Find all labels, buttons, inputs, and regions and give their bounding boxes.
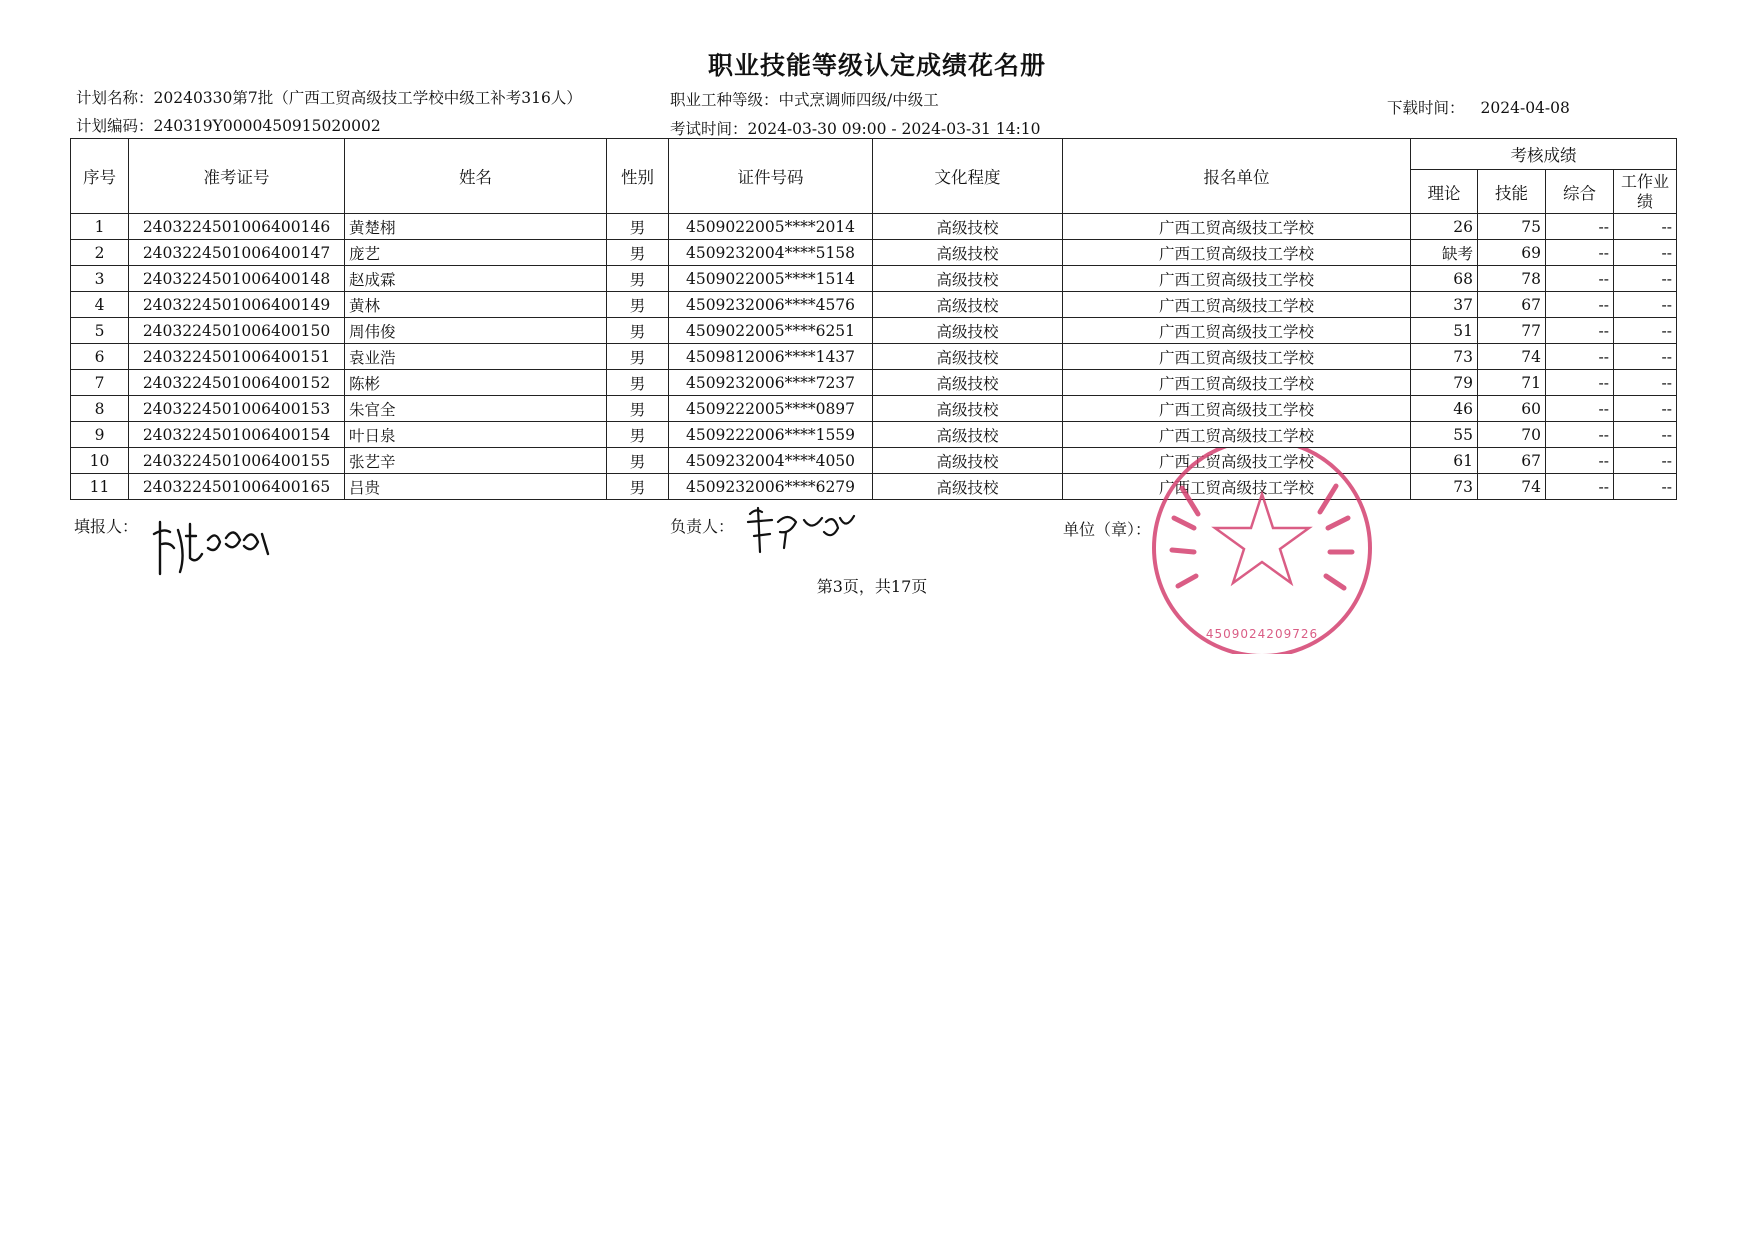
cell-theory: 46: [1411, 396, 1478, 422]
cell-id: 4509232004****4050: [669, 448, 873, 474]
cell-theory: 55: [1411, 422, 1478, 448]
table-row: [71, 344, 1677, 370]
cell-overall: --: [1546, 214, 1614, 240]
header-education: 文化程度: [873, 139, 1063, 214]
cell-ticket: 2403224501006400148: [129, 266, 345, 292]
cell-overall: --: [1546, 292, 1614, 318]
cell-name: 黄楚栩: [345, 214, 607, 240]
cell-ticket: 2403224501006400149: [129, 292, 345, 318]
cell-skill: 74: [1478, 344, 1546, 370]
cell-id: 4509812006****1437: [669, 344, 873, 370]
cell-overall: --: [1546, 474, 1614, 500]
cell-id: 4509232006****7237: [669, 370, 873, 396]
cell-name: 叶日泉: [345, 422, 607, 448]
plan-code: 计划编码：240319Y0000450915020002: [76, 117, 381, 135]
cell-seq: 5: [71, 318, 129, 344]
responsible-label: 负责人：: [670, 517, 735, 536]
cell-theory: 73: [1411, 474, 1478, 500]
cell-education: 高级技校: [873, 422, 1063, 448]
table-row: [71, 266, 1677, 292]
cell-theory: 68: [1411, 266, 1478, 292]
cell-seq: 10: [71, 448, 129, 474]
header-work: 工作业绩: [1614, 170, 1677, 214]
cell-unit: 广西工贸高级技工学校: [1063, 266, 1411, 292]
cell-education: 高级技校: [873, 266, 1063, 292]
filler-signature: [150, 514, 280, 580]
cell-id: 4509022005****2014: [669, 214, 873, 240]
cell-gender: 男: [607, 214, 669, 240]
cell-seq: 8: [71, 396, 129, 422]
header-theory: 理论: [1411, 170, 1478, 214]
cell-name: 吕贵: [345, 474, 607, 500]
cell-ticket: 2403224501006400153: [129, 396, 345, 422]
cell-ticket: 2403224501006400151: [129, 344, 345, 370]
cell-ticket: 2403224501006400152: [129, 370, 345, 396]
cell-overall: --: [1546, 370, 1614, 396]
cell-unit: 广西工贸高级技工学校: [1063, 318, 1411, 344]
cell-seq: 2: [71, 240, 129, 266]
cell-gender: 男: [607, 292, 669, 318]
cell-skill: 67: [1478, 292, 1546, 318]
cell-name: 陈彬: [345, 370, 607, 396]
cell-gender: 男: [607, 318, 669, 344]
cell-work: --: [1614, 292, 1677, 318]
cell-name: 庞艺: [345, 240, 607, 266]
cell-seq: 9: [71, 422, 129, 448]
cell-work: --: [1614, 474, 1677, 500]
cell-unit: 广西工贸高级技工学校: [1063, 370, 1411, 396]
cell-ticket: 2403224501006400146: [129, 214, 345, 240]
cell-seq: 1: [71, 214, 129, 240]
cell-ticket: 2403224501006400150: [129, 318, 345, 344]
cell-overall: --: [1546, 448, 1614, 474]
header-name: 姓名: [345, 139, 607, 214]
filler-label: 填报人：: [74, 517, 139, 536]
cell-skill: 78: [1478, 266, 1546, 292]
cell-work: --: [1614, 266, 1677, 292]
cell-education: 高级技校: [873, 292, 1063, 318]
cell-seq: 3: [71, 266, 129, 292]
table-row: [71, 214, 1677, 240]
job-level: 职业工种等级：中式烹调师四级/中级工: [670, 91, 939, 109]
cell-unit: 广西工贸高级技工学校: [1063, 240, 1411, 266]
cell-overall: --: [1546, 344, 1614, 370]
cell-gender: 男: [607, 474, 669, 500]
cell-ticket: 2403224501006400147: [129, 240, 345, 266]
page-title: 职业技能等级认定成绩花名册: [707, 51, 1046, 80]
cell-work: --: [1614, 422, 1677, 448]
header-skill: 技能: [1478, 170, 1546, 214]
unit-seal-label: 单位（章）：: [1063, 520, 1152, 539]
cell-name: 周伟俊: [345, 318, 607, 344]
header-unit: 报名单位: [1063, 139, 1411, 214]
cell-work: --: [1614, 240, 1677, 266]
cell-work: --: [1614, 344, 1677, 370]
cell-skill: 70: [1478, 422, 1546, 448]
cell-gender: 男: [607, 344, 669, 370]
page-number: 第3页，共17页: [816, 577, 928, 596]
cell-gender: 男: [607, 266, 669, 292]
cell-id: 4509232006****4576: [669, 292, 873, 318]
cell-unit: 广西工贸高级技工学校: [1063, 396, 1411, 422]
cell-work: --: [1614, 214, 1677, 240]
cell-unit: 广西工贸高级技工学校: [1063, 214, 1411, 240]
cell-overall: --: [1546, 396, 1614, 422]
cell-gender: 男: [607, 396, 669, 422]
header-gender: 性别: [607, 139, 669, 214]
cell-education: 高级技校: [873, 396, 1063, 422]
table-row: [71, 318, 1677, 344]
cell-skill: 60: [1478, 396, 1546, 422]
cell-id: 4509222006****1559: [669, 422, 873, 448]
cell-theory: 73: [1411, 344, 1478, 370]
plan-name: 计划名称：20240330第7批（广西工贸高级技工学校中级工补考316人）: [76, 89, 582, 107]
header-ticket: 准考证号: [129, 139, 345, 214]
cell-ticket: 2403224501006400165: [129, 474, 345, 500]
cell-id: 4509232004****5158: [669, 240, 873, 266]
cell-theory: 61: [1411, 448, 1478, 474]
cell-education: 高级技校: [873, 474, 1063, 500]
cell-id: 4509022005****6251: [669, 318, 873, 344]
cell-seq: 4: [71, 292, 129, 318]
table-row: [71, 370, 1677, 396]
cell-name: 朱官全: [345, 396, 607, 422]
cell-seq: 11: [71, 474, 129, 500]
seal-number: 4509024209726: [1205, 627, 1319, 641]
cell-unit: 广西工贸高级技工学校: [1063, 422, 1411, 448]
cell-skill: 71: [1478, 370, 1546, 396]
table-row: [71, 448, 1677, 474]
cell-work: --: [1614, 318, 1677, 344]
cell-education: 高级技校: [873, 214, 1063, 240]
cell-education: 高级技校: [873, 448, 1063, 474]
cell-overall: --: [1546, 240, 1614, 266]
cell-seq: 6: [71, 344, 129, 370]
header-scores-group: 考核成绩: [1411, 139, 1677, 170]
cell-unit: 广西工贸高级技工学校: [1063, 344, 1411, 370]
cell-theory: 37: [1411, 292, 1478, 318]
cell-id: 4509232006****6279: [669, 474, 873, 500]
cell-skill: 75: [1478, 214, 1546, 240]
cell-name: 袁业浩: [345, 344, 607, 370]
cell-id: 4509022005****1514: [669, 266, 873, 292]
table-row: [71, 474, 1677, 500]
cell-unit: 广西工贸高级技工学校: [1063, 474, 1411, 500]
score-roster-table: [70, 138, 1677, 500]
header-overall: 综合: [1546, 170, 1614, 214]
cell-gender: 男: [607, 370, 669, 396]
table-row: [71, 422, 1677, 448]
download-time-label: 下载时间：: [1387, 99, 1465, 117]
cell-name: 张艺辛: [345, 448, 607, 474]
cell-work: --: [1614, 370, 1677, 396]
cell-id: 4509222005****0897: [669, 396, 873, 422]
cell-name: 黄林: [345, 292, 607, 318]
cell-work: --: [1614, 448, 1677, 474]
table-row: [71, 292, 1677, 318]
cell-overall: --: [1546, 266, 1614, 292]
cell-unit: 广西工贸高级技工学校: [1063, 292, 1411, 318]
exam-time: 考试时间：2024-03-30 09:00 - 2024-03-31 14:10: [670, 120, 1041, 138]
cell-gender: 男: [607, 448, 669, 474]
school-seal-stamp: [1138, 448, 1390, 654]
cell-theory: 缺考: [1411, 240, 1478, 266]
cell-overall: --: [1546, 422, 1614, 448]
cell-education: 高级技校: [873, 344, 1063, 370]
cell-ticket: 2403224501006400154: [129, 422, 345, 448]
cell-education: 高级技校: [873, 318, 1063, 344]
cell-theory: 79: [1411, 370, 1478, 396]
cell-work: --: [1614, 396, 1677, 422]
cell-ticket: 2403224501006400155: [129, 448, 345, 474]
cell-skill: 69: [1478, 240, 1546, 266]
header-id: 证件号码: [669, 139, 873, 214]
header-seq: 序号: [71, 139, 129, 214]
cell-skill: 67: [1478, 448, 1546, 474]
cell-skill: 77: [1478, 318, 1546, 344]
cell-overall: --: [1546, 318, 1614, 344]
cell-theory: 26: [1411, 214, 1478, 240]
cell-skill: 74: [1478, 474, 1546, 500]
cell-gender: 男: [607, 240, 669, 266]
download-time-value: 2024-04-08: [1480, 99, 1570, 117]
responsible-signature: [742, 502, 862, 556]
cell-seq: 7: [71, 370, 129, 396]
cell-education: 高级技校: [873, 370, 1063, 396]
cell-unit: 广西工贸高级技工学校: [1063, 448, 1411, 474]
cell-gender: 男: [607, 422, 669, 448]
table-row: [71, 396, 1677, 422]
cell-name: 赵成霖: [345, 266, 607, 292]
cell-theory: 51: [1411, 318, 1478, 344]
download-time: [1387, 96, 1570, 118]
table-row: [71, 240, 1677, 266]
cell-education: 高级技校: [873, 240, 1063, 266]
